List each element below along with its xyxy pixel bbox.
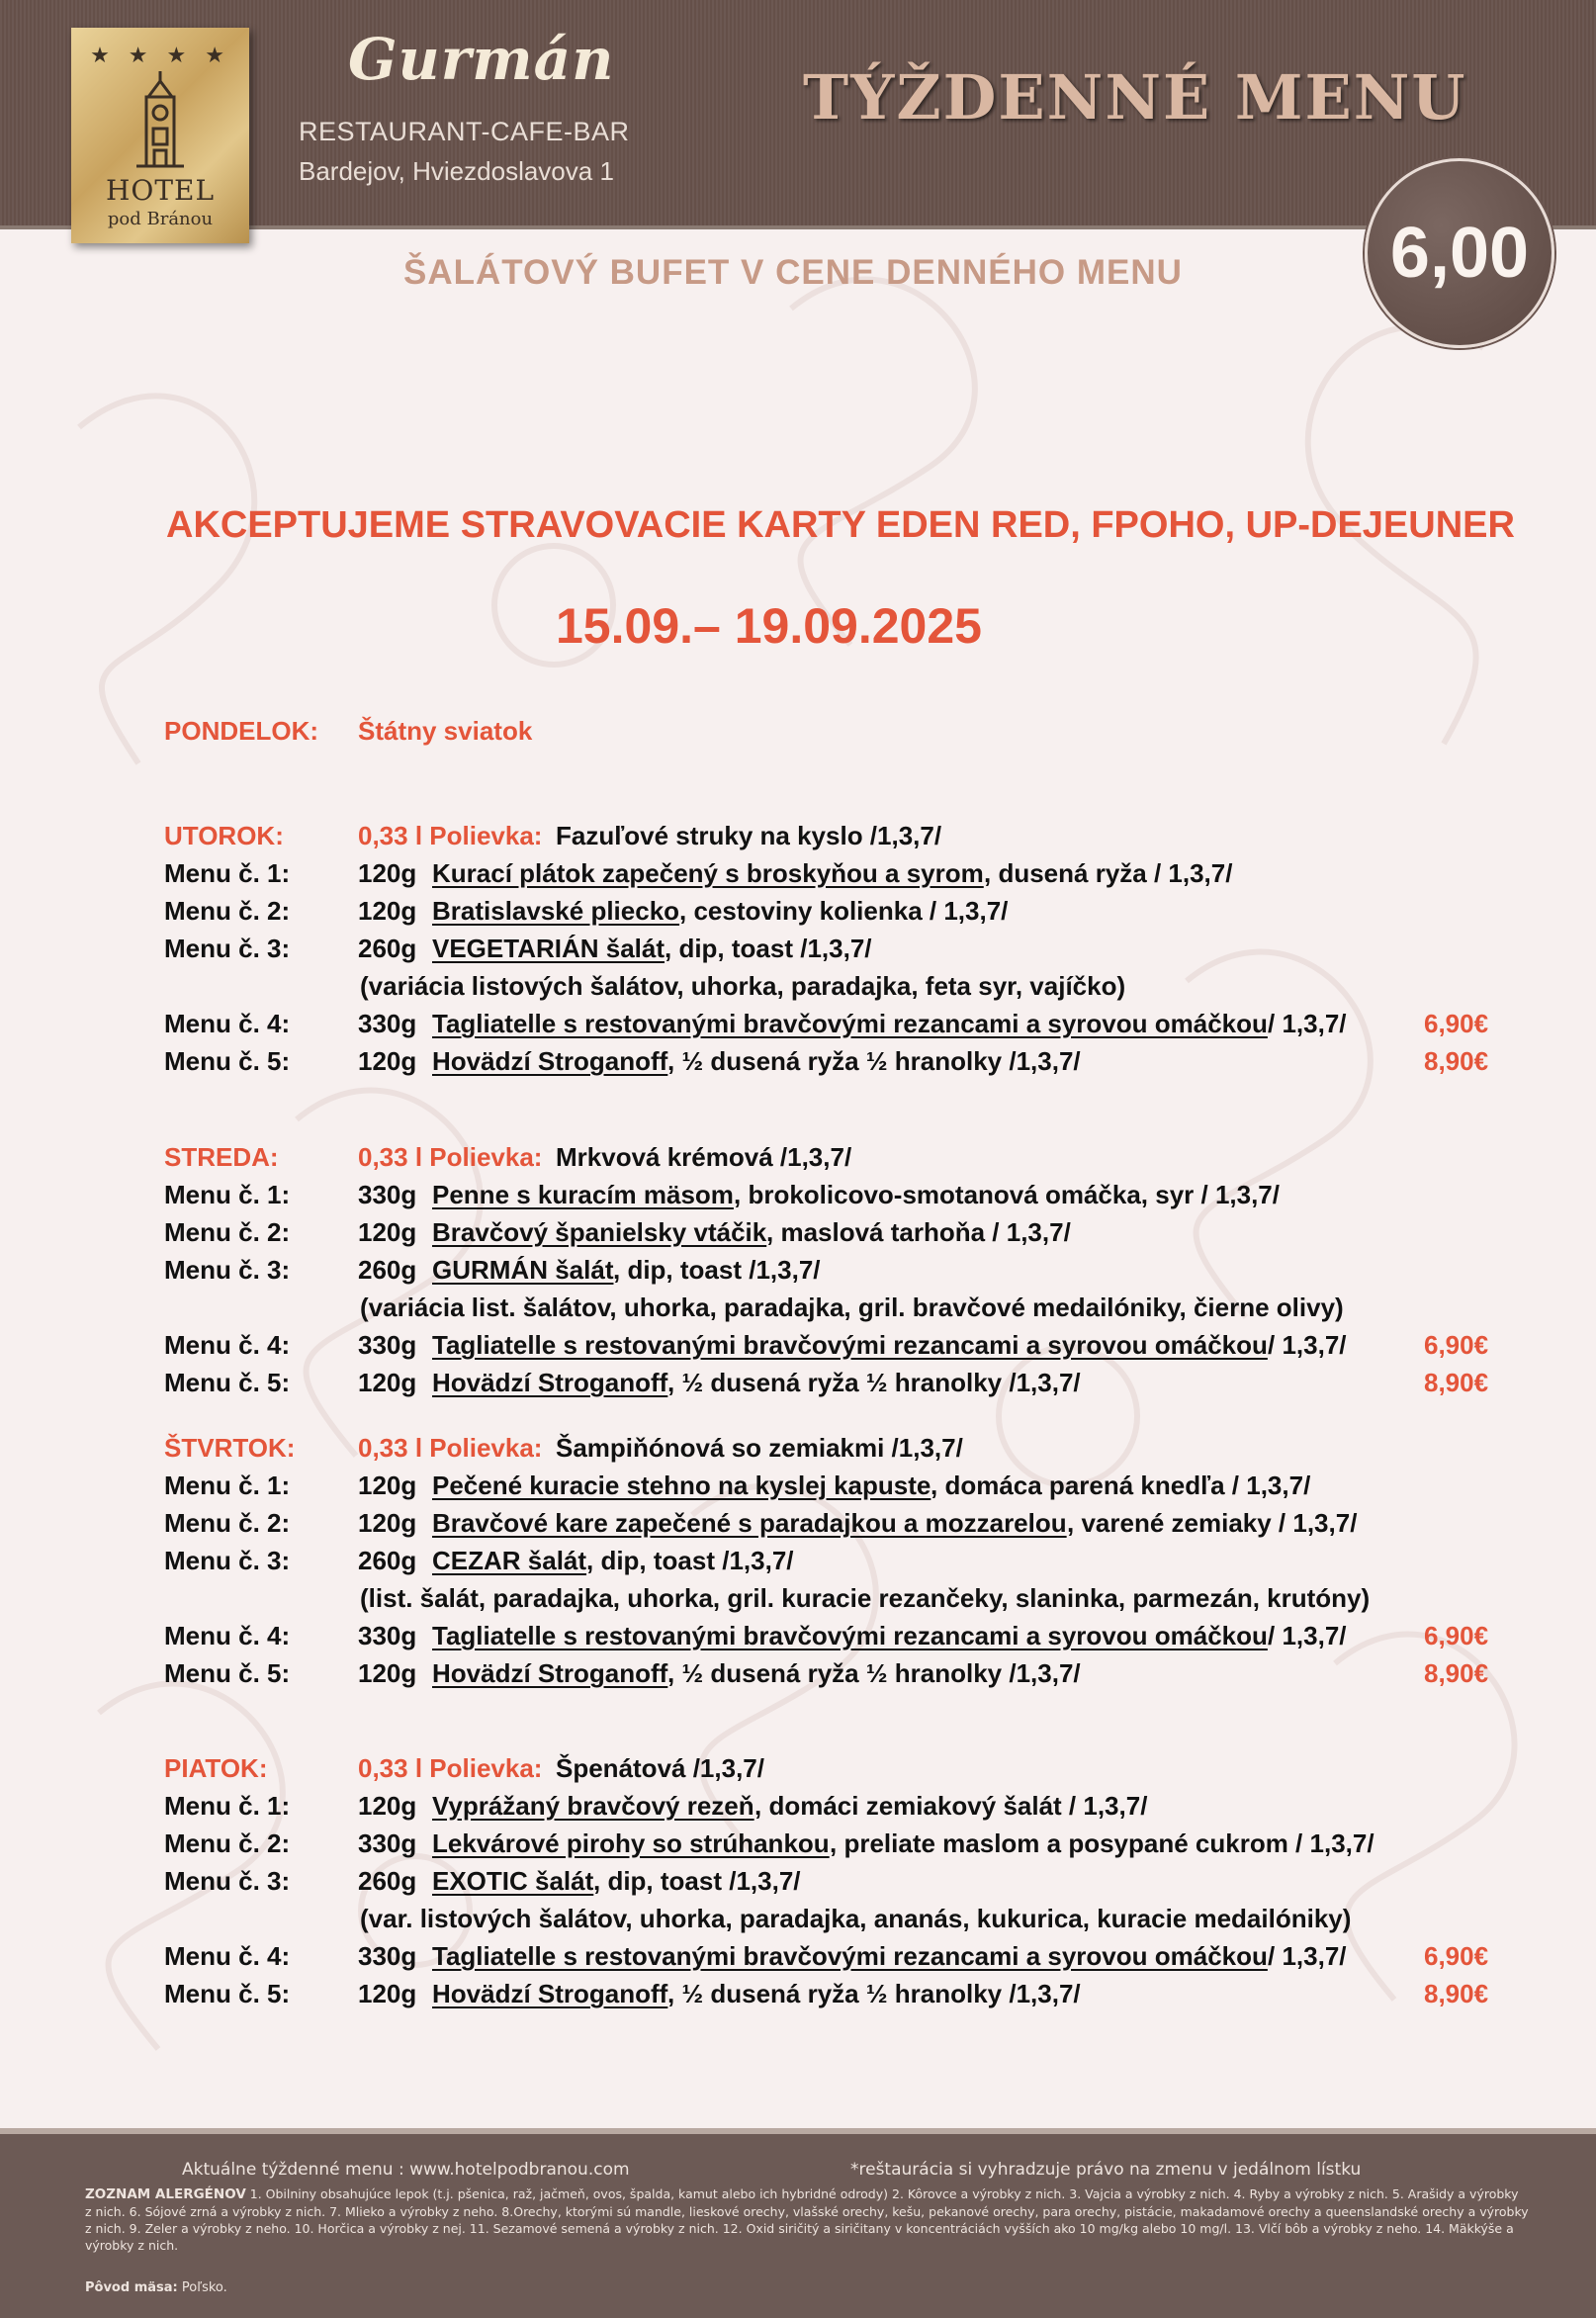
salad-buffet-note: ŠALÁTOVÝ BUFET V CENE DENNÉHO MENU xyxy=(403,253,1183,292)
dish-name: Bratislavské pliecko xyxy=(432,896,680,926)
menu-label: Menu č. 4: xyxy=(164,1009,291,1038)
dish-sides: , dip, toast /1,3,7/ xyxy=(665,934,872,963)
menu-label: Menu č. 1: xyxy=(164,1791,291,1821)
menu-label: Menu č. 5: xyxy=(164,1046,291,1076)
menu-weight: 260g xyxy=(358,1866,417,1896)
dish-sides: / 1,3,7/ xyxy=(1268,1621,1347,1650)
menu-weight: 120g xyxy=(358,1791,417,1821)
menu-label: Menu č. 5: xyxy=(164,1368,291,1397)
dish-price: 6,90€ xyxy=(1424,1330,1489,1360)
menu-label: Menu č. 5: xyxy=(164,1979,291,2008)
restaurant-subtitle: RESTAURANT-CAFE-BAR xyxy=(299,117,630,146)
menu-weight: 120g xyxy=(358,1658,417,1688)
dish-name: Hovädzí Stroganoff xyxy=(432,1046,668,1076)
dish-sides: / 1,3,7/ xyxy=(1268,1330,1347,1360)
dish-sides: , ½ dusená ryža ½ hranolky /1,3,7/ xyxy=(667,1046,1081,1076)
dish-sides: , dip, toast /1,3,7/ xyxy=(593,1866,801,1896)
holiday-text: Štátny sviatok xyxy=(358,716,533,746)
dish-name: Tagliatelle s restovanými bravčovými rezancami a syrovou omáčkou xyxy=(432,1941,1268,1971)
menu-label: Menu č. 5: xyxy=(164,1658,291,1688)
soup-label: 0,33 l Polievka: xyxy=(358,1142,543,1172)
menu-label: Menu č. 4: xyxy=(164,1330,291,1360)
menu-weight: 260g xyxy=(358,1546,417,1575)
dish-name: VEGETARIÁN šalát xyxy=(432,934,665,963)
menu-label: Menu č. 2: xyxy=(164,1828,291,1858)
menu-date-range: 15.09.– 19.09.2025 xyxy=(556,598,982,654)
soup-label: 0,33 l Polievka: xyxy=(358,1753,543,1783)
menu-label: Menu č. 1: xyxy=(164,1180,291,1209)
dish-sides: , dip, toast /1,3,7/ xyxy=(586,1546,794,1575)
dish-sides: , ½ dusená ryža ½ hranolky /1,3,7/ xyxy=(667,1658,1081,1688)
allergen-title: ZOZNAM ALERGÉNOV xyxy=(85,2186,246,2202)
menu-label: Menu č. 1: xyxy=(164,858,291,888)
dish-sides: / 1,3,7/ xyxy=(1268,1009,1347,1038)
dish-name: Bravčové kare zapečené s paradajkou a mozzarelou xyxy=(432,1508,1067,1538)
dish-name: Tagliatelle s restovanými bravčovými rezancami a syrovou omáčkou xyxy=(432,1330,1268,1360)
dish-name: Tagliatelle s restovanými bravčovými rezancami a syrovou omáčkou xyxy=(432,1009,1268,1038)
dish-name: Pečené kuracie stehno na kyslej kapuste xyxy=(432,1471,931,1500)
dish-sides: , domáci zemiakový šalát / 1,3,7/ xyxy=(754,1791,1148,1821)
salad-description: (variácia list. šalátov, uhorka, paradajka, gril. bravčové medailóniky, čierne olivy) xyxy=(360,1293,1344,1322)
dish-name: Tagliatelle s restovanými bravčovými rezancami a syrovou omáčkou xyxy=(432,1621,1268,1650)
meat-origin xyxy=(85,2280,227,2295)
menu-label: Menu č. 1: xyxy=(164,1471,291,1500)
menu-weight: 120g xyxy=(358,1979,417,2008)
allergen-list xyxy=(85,2185,1529,2254)
soup-name: Šampiňónová so zemiakmi /1,3,7/ xyxy=(556,1433,963,1463)
dish-sides: , preliate maslom a posypané cukrom / 1,3,7/ xyxy=(830,1828,1374,1858)
menu-weight: 330g xyxy=(358,1621,417,1650)
menu-label: Menu č. 2: xyxy=(164,1508,291,1538)
salad-description: (variácia listových šalátov, uhorka, paradajka, feta syr, vajíčko) xyxy=(360,971,1126,1001)
dish-sides: , domáca parená knedľa / 1,3,7/ xyxy=(931,1471,1311,1500)
menu-weight: 120g xyxy=(358,1046,417,1076)
dish-name: Lekvárové pirohy so strúhankou xyxy=(432,1828,830,1858)
dish-price: 8,90€ xyxy=(1424,1658,1489,1688)
dish-price: 8,90€ xyxy=(1424,1046,1489,1076)
meal-cards-notice: AKCEPTUJEME STRAVOVACIE KARTY EDEN RED, FPOHO, UP-DEJEUNER xyxy=(166,504,1515,546)
menu-weight: 120g xyxy=(358,858,417,888)
soup-name: Špenátová /1,3,7/ xyxy=(556,1753,764,1783)
day-label: ŠTVRTOK: xyxy=(164,1433,296,1463)
menu-weight: 120g xyxy=(358,1368,417,1397)
dish-price: 6,90€ xyxy=(1424,1009,1489,1038)
dish-sides: , maslová tarhoňa / 1,3,7/ xyxy=(766,1217,1071,1247)
menu-label: Menu č. 2: xyxy=(164,1217,291,1247)
salad-description: (var. listových šalátov, uhorka, paradajka, ananás, kukurica, kuracie medailóniky) xyxy=(360,1904,1352,1933)
dish-price: 6,90€ xyxy=(1424,1621,1489,1650)
dish-name: Hovädzí Stroganoff xyxy=(432,1658,668,1688)
menu-label: Menu č. 3: xyxy=(164,934,291,963)
dish-sides: , ½ dusená ryža ½ hranolky /1,3,7/ xyxy=(667,1979,1081,2008)
soup-label: 0,33 l Polievka: xyxy=(358,1433,543,1463)
footer xyxy=(0,2128,1596,2318)
dish-name: CEZAR šalát xyxy=(432,1546,587,1575)
footer-rights-note: *reštaurácia si vyhradzuje právo na zmenu v jedálnom lístku xyxy=(850,2160,1362,2180)
menu-label: Menu č. 4: xyxy=(164,1941,291,1971)
dish-sides: , brokolicovo-smotanová omáčka, syr / 1,3,7/ xyxy=(734,1180,1280,1209)
restaurant-address: Bardejov, Hviezdoslavova 1 xyxy=(299,156,614,186)
menu-label: Menu č. 4: xyxy=(164,1621,291,1650)
menu-weight: 260g xyxy=(358,1255,417,1285)
dish-name: Hovädzí Stroganoff xyxy=(432,1979,668,2008)
salad-description: (list. šalát, paradajka, uhorka, gril. kuracie rezančeky, slaninka, parmezán, krutóny) xyxy=(360,1583,1371,1613)
menu-weight: 330g xyxy=(358,1330,417,1360)
dish-price: 6,90€ xyxy=(1424,1941,1489,1971)
soup-label: 0,33 l Polievka: xyxy=(358,821,543,850)
dish-sides: / 1,3,7/ xyxy=(1268,1941,1347,1971)
dish-sides: , varené zemiaky / 1,3,7/ xyxy=(1067,1508,1358,1538)
menu-weight: 120g xyxy=(358,1471,417,1500)
brand-name: Gurmán xyxy=(348,26,615,93)
dish-name: Vyprážaný bravčový rezeň xyxy=(432,1791,754,1821)
allergen-text: 1. Obilniny obsahujúce lepok (t.j. pšenica, raž, jačmeň, ovos, špalda, kamut alebo ich hybridné odrody) 2. Kôrovce a výrobky z nich. 3. Vajcia a výrobky z nich. 4. Ryby a výrobky z nich. 5. Arašidy a výrobky z nich. 6. Sójové zrná a výrobky z nich. 7. Mlieko a výrobky z neho. 8.Orechy, ktorými sú mandle, lieskové orechy, vlašské orechy, kešu, pekanové orechy, para orechy, pistácie, makadamové orechy a queenslandské orechy a výrobky z nich. 9. Zeler a výrobky z neho. 10. Horčica a výrobky z nej. 11. Sezamové semená a výrobky z nich. 12. Oxid siričitý a siričitany v koncentráciách vyšších ako 10 mg/kg alebo 10 mg/l. 13. Vlčí bôb a výrobky z neho. 14. Mäkkýše a výrobky z nich. xyxy=(85,2186,1529,2253)
dish-price: 8,90€ xyxy=(1424,1368,1489,1397)
day-label: PONDELOK: xyxy=(164,716,318,746)
dish-name: EXOTIC šalát xyxy=(432,1866,594,1896)
dish-price: 8,90€ xyxy=(1424,1979,1489,2008)
footer-website-note: Aktuálne týždenné menu : www.hotelpodbranou.com xyxy=(182,2160,630,2180)
menu-weight: 120g xyxy=(358,1508,417,1538)
day-label: STREDA: xyxy=(164,1142,279,1172)
menu-weight: 330g xyxy=(358,1009,417,1038)
tower-icon xyxy=(121,67,200,170)
meat-origin-label: Pôvod mäsa: xyxy=(85,2280,178,2295)
dish-name: GURMÁN šalát xyxy=(432,1255,614,1285)
menu-price-badge xyxy=(1365,158,1554,348)
logo-hotel-text: HOTEL xyxy=(105,174,216,207)
menu-weight: 330g xyxy=(358,1180,417,1209)
logo-pod-branou-text: pod Bránou xyxy=(107,209,214,229)
menu-weight: 330g xyxy=(358,1941,417,1971)
dish-sides: , ½ dusená ryža ½ hranolky /1,3,7/ xyxy=(667,1368,1081,1397)
menu-label: Menu č. 3: xyxy=(164,1866,291,1896)
dish-name: Penne s kuracím mäsom xyxy=(432,1180,734,1209)
menu-weight: 330g xyxy=(358,1828,417,1858)
menu-weight: 260g xyxy=(358,934,417,963)
menu-label: Menu č. 3: xyxy=(164,1255,291,1285)
logo-stars: ★ ★ ★ ★ xyxy=(90,44,230,68)
menu-label: Menu č. 2: xyxy=(164,896,291,926)
menu-label: Menu č. 3: xyxy=(164,1546,291,1575)
menu-weight: 120g xyxy=(358,1217,417,1247)
page-title: TÝŽDENNÉ MENU xyxy=(803,61,1467,134)
hotel-logo xyxy=(71,28,249,243)
day-label: UTOROK: xyxy=(164,821,284,850)
meat-origin-value: Poľsko. xyxy=(181,2280,227,2295)
soup-name: Fazuľové struky na kyslo /1,3,7/ xyxy=(556,821,942,850)
day-label: PIATOK: xyxy=(164,1753,268,1783)
dish-sides: , cestoviny kolienka / 1,3,7/ xyxy=(679,896,1009,926)
dish-name: Kurací plátok zapečený s broskyňou a syrom xyxy=(432,858,984,888)
dish-name: Hovädzí Stroganoff xyxy=(432,1368,668,1397)
menu-weight: 120g xyxy=(358,896,417,926)
menu-price: 6,00 xyxy=(1389,214,1530,293)
dish-sides: , dip, toast /1,3,7/ xyxy=(613,1255,821,1285)
dish-sides: , dusená ryža / 1,3,7/ xyxy=(984,858,1233,888)
dish-name: Bravčový španielsky vtáčik xyxy=(432,1217,767,1247)
soup-name: Mrkvová krémová /1,3,7/ xyxy=(556,1142,852,1172)
